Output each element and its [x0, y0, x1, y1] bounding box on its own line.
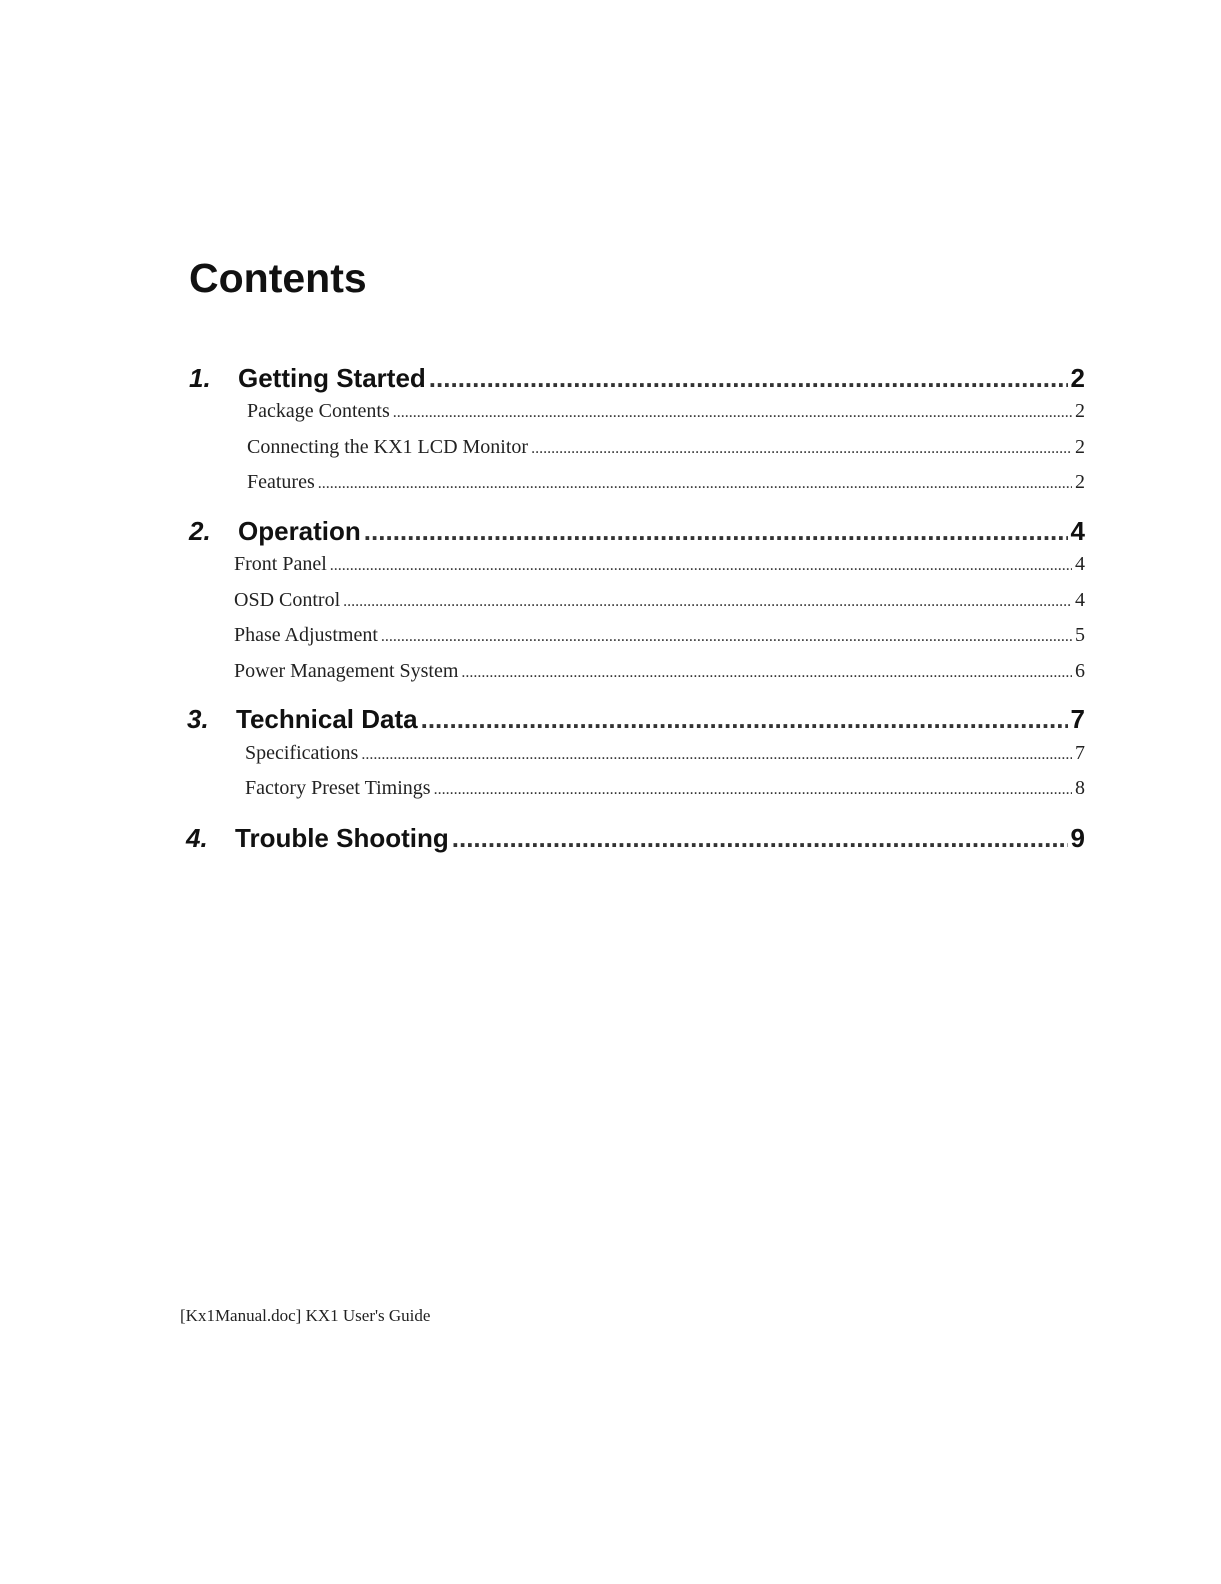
dot-leader	[429, 363, 1068, 394]
section-page-number: 8	[1075, 777, 1085, 799]
dot-leader	[421, 704, 1068, 735]
section-page-number: 2	[1075, 471, 1085, 493]
dot-leader	[364, 516, 1068, 547]
page-title: Contents	[189, 255, 367, 301]
section-page-number: 2	[1075, 436, 1085, 458]
toc-section[interactable]	[234, 553, 1085, 581]
chapter-number: 2.	[189, 516, 211, 546]
toc-section[interactable]	[247, 400, 1085, 428]
document-footer: [Kx1Manual.doc] KX1 User's Guide	[180, 1306, 431, 1325]
dot-leader	[343, 593, 1072, 611]
toc-chapter[interactable]	[189, 363, 1085, 397]
dot-leader	[531, 440, 1072, 458]
toc-chapter[interactable]	[186, 823, 1085, 857]
section-page-number: 4	[1075, 553, 1085, 575]
section-page-number: 6	[1075, 660, 1085, 682]
toc-section[interactable]	[234, 589, 1085, 617]
chapter-page-number: 2	[1070, 363, 1085, 393]
dot-leader	[361, 746, 1072, 764]
section-page-number: 4	[1075, 589, 1085, 611]
toc-section[interactable]	[234, 624, 1085, 652]
dot-leader	[318, 475, 1072, 493]
toc-section[interactable]	[245, 777, 1085, 805]
section-page-number: 5	[1075, 624, 1085, 646]
chapter-number: 1.	[189, 363, 211, 393]
dot-leader	[452, 823, 1068, 854]
chapter-page-number: 4	[1070, 516, 1085, 546]
chapter-page-number: 7	[1070, 704, 1085, 734]
section-title: Phase Adjustment	[234, 624, 378, 646]
section-page-number: 7	[1075, 742, 1085, 764]
dot-leader	[393, 404, 1072, 422]
section-title: Connecting the KX1 LCD Monitor	[247, 436, 529, 458]
toc-section[interactable]	[234, 660, 1085, 688]
chapter-number: 3.	[187, 704, 209, 734]
toc-chapter[interactable]	[187, 704, 1085, 738]
section-page-number: 2	[1075, 400, 1085, 422]
section-title: Factory Preset Timings	[245, 777, 431, 799]
toc-section[interactable]	[247, 436, 1085, 464]
section-title: Front Panel	[234, 553, 327, 575]
chapter-title: Operation	[238, 516, 361, 546]
section-title: Package Contents	[247, 400, 390, 422]
chapter-title: Technical Data	[236, 704, 418, 734]
toc-chapter[interactable]	[189, 516, 1085, 550]
chapter-number: 4.	[186, 823, 208, 853]
dot-leader	[381, 628, 1072, 646]
toc-section[interactable]	[245, 742, 1085, 770]
section-title: OSD Control	[234, 589, 341, 611]
dot-leader	[434, 781, 1072, 799]
chapter-title: Getting Started	[238, 363, 426, 393]
dot-leader	[330, 557, 1072, 575]
chapter-title: Trouble Shooting	[235, 823, 449, 853]
section-title: Power Management System	[234, 660, 459, 682]
section-title: Features	[247, 471, 315, 493]
dot-leader	[461, 664, 1072, 682]
section-title: Specifications	[245, 742, 359, 764]
chapter-page-number: 9	[1070, 823, 1085, 853]
toc-section[interactable]	[247, 471, 1085, 499]
